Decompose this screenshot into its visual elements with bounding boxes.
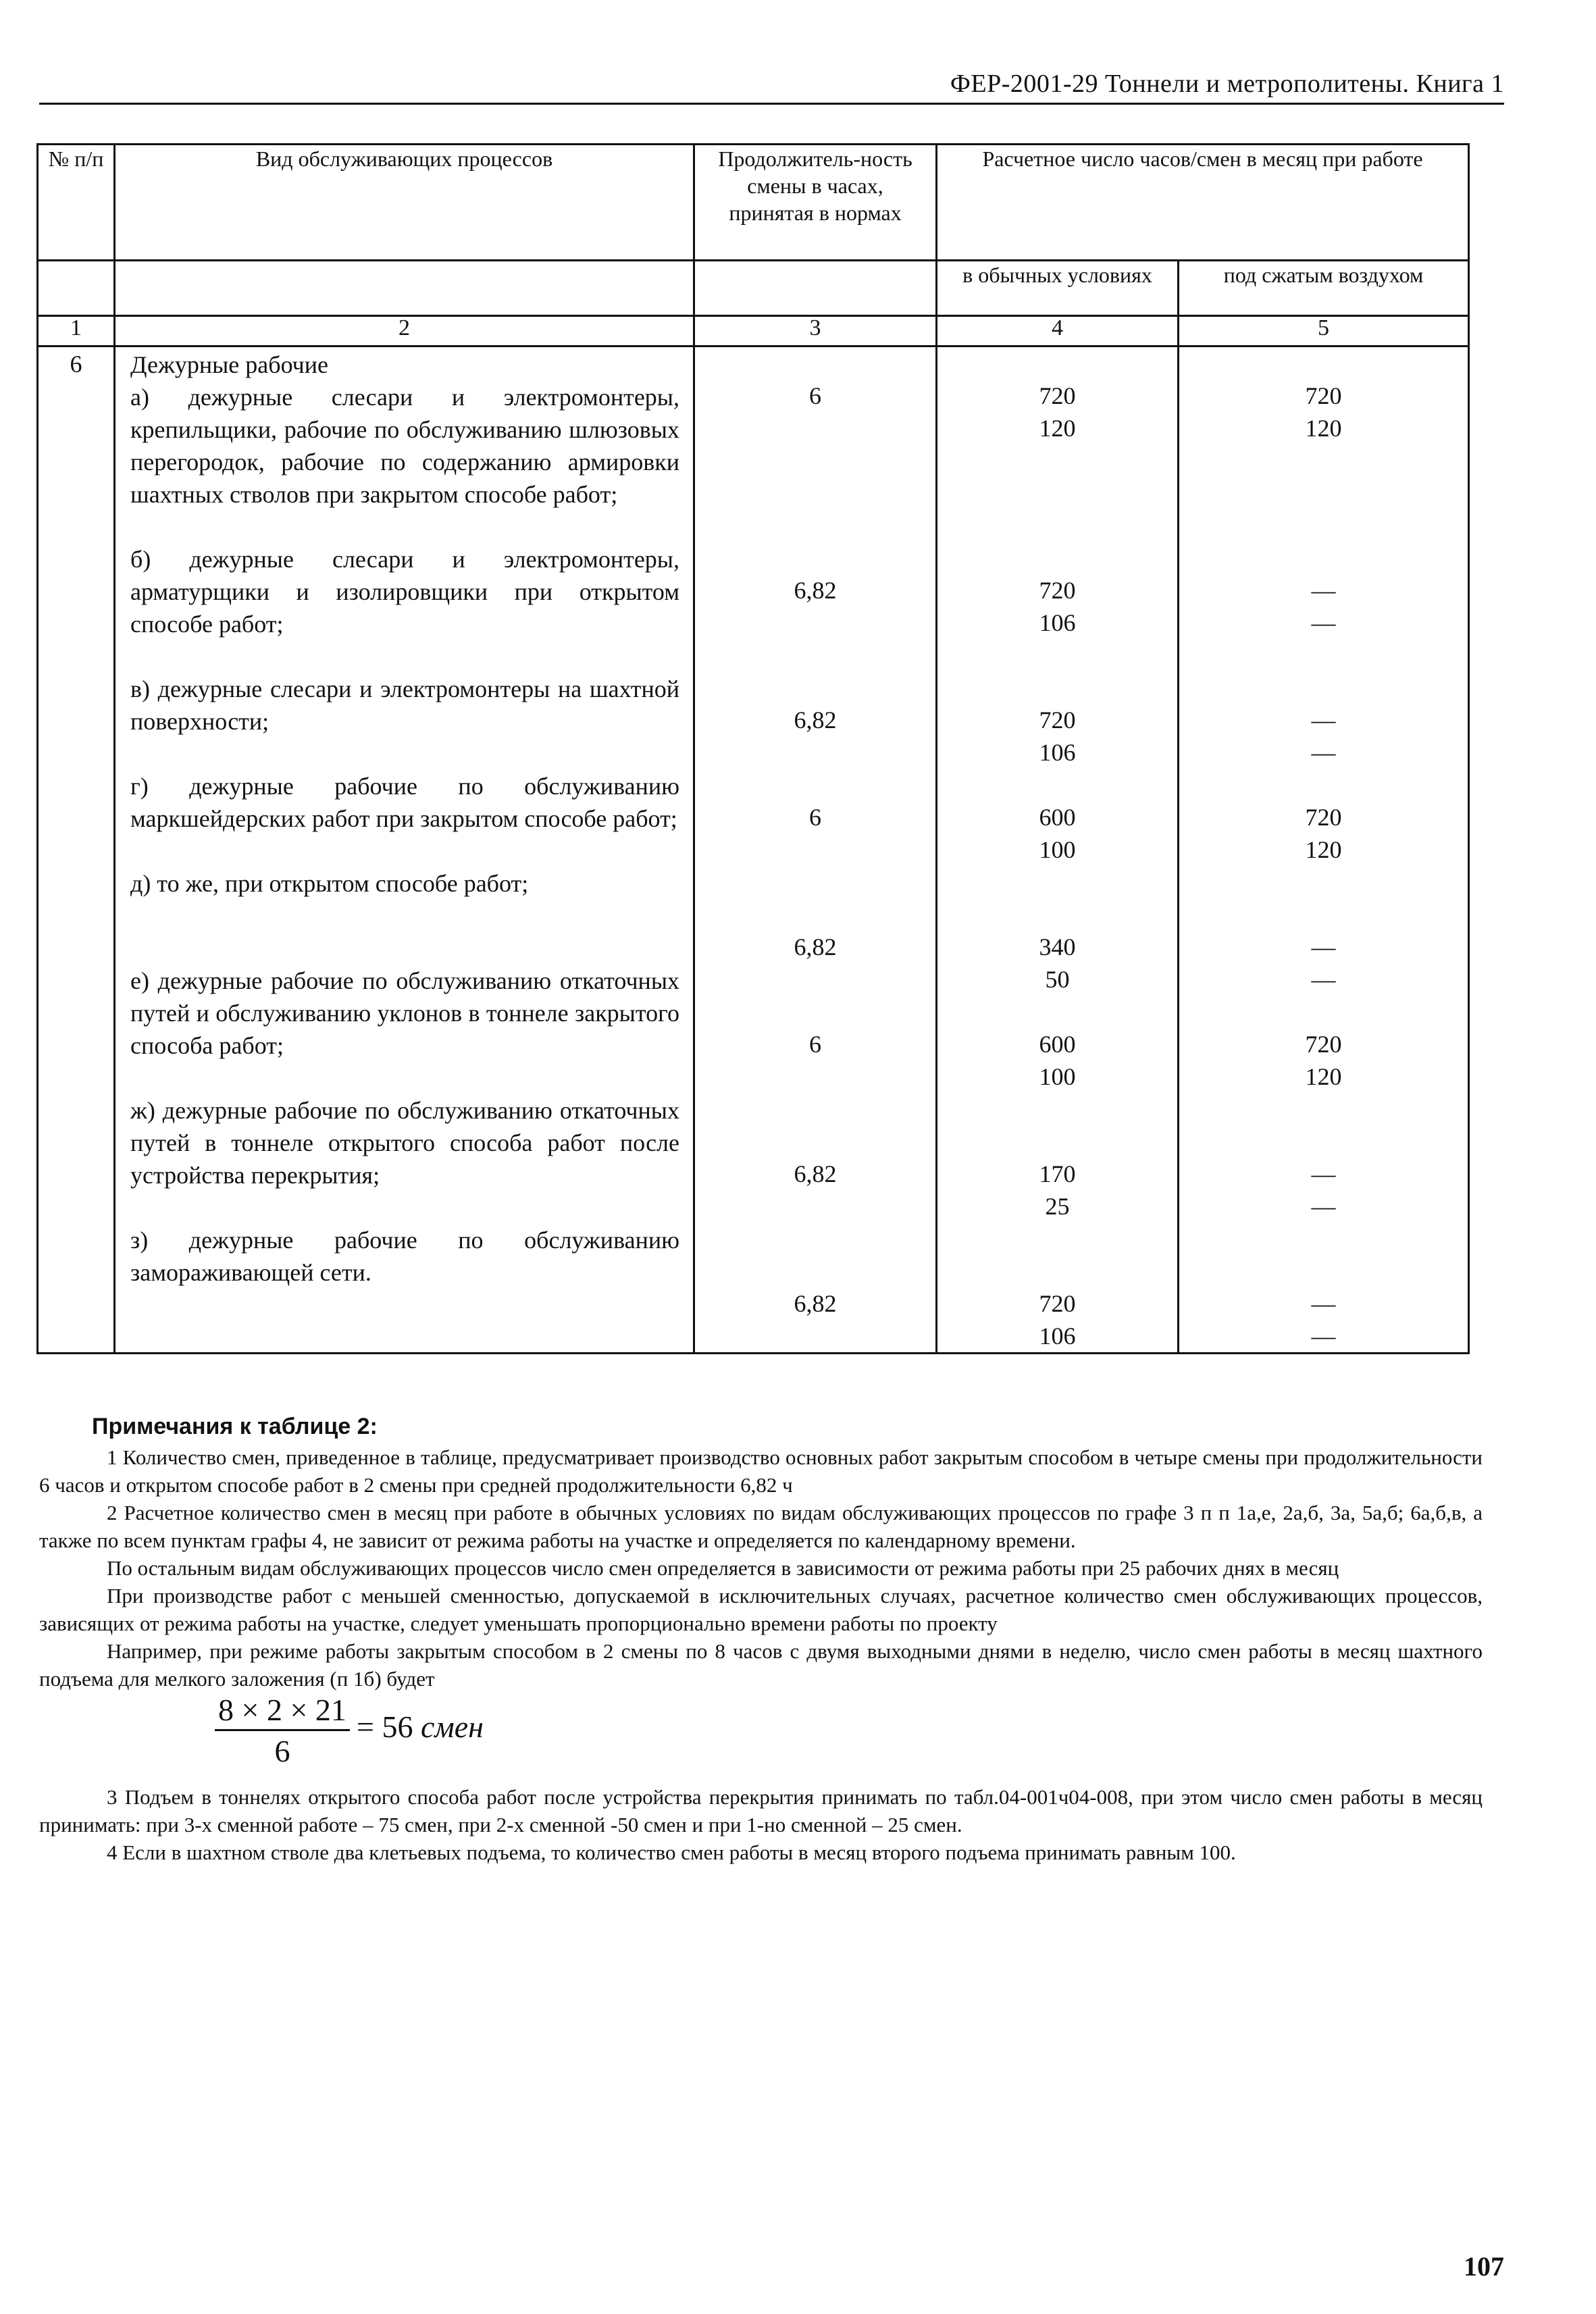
header-compressed-air: под сжатым воздухом — [1179, 261, 1469, 316]
header-empty-1 — [38, 261, 115, 316]
air-d-1: — — [1311, 933, 1336, 960]
entry-e: е) дежурные рабочие по обслуживанию откаточных путей и обслуживанию уклонов в тоннеле закрытого способа работ; — [130, 967, 679, 1059]
air-g-1: 720 — [1305, 804, 1342, 831]
normal-g-1: 600 — [1039, 804, 1076, 831]
normal-e-2: 100 — [1039, 1063, 1076, 1090]
normal-a-2: 120 — [1039, 415, 1076, 442]
duration-e: 6 — [809, 1031, 821, 1058]
air-v-1: — — [1311, 706, 1336, 734]
formula-denominator: 6 — [274, 1734, 290, 1768]
normal-v-2: 106 — [1039, 739, 1076, 766]
duration-d: 6,82 — [794, 933, 837, 960]
entry-b: б) дежурные слесари и электромонтеры, арматурщики и изолировщики при открытом способе работ; — [130, 546, 679, 638]
formula-result-value: = 56 — [357, 1709, 413, 1744]
duration-column — [694, 346, 937, 1354]
note-2: 2 Расчетное количество смен в месяц при работе в обычных условиях по видам обслуживающих процессов по графе 3 п п 1а,е, 2а,б, 3а, 5а,б; 6а,б,в, а также по всем пунктам графы 4, не зависит от режима работы на участке и определяется по календарному времени. — [39, 1501, 1483, 1552]
header-title: ФЕР-2001-29 Тоннели и метрополитены. Книга 1 — [950, 70, 1504, 98]
shift-formula — [39, 1693, 1483, 1780]
column-number-1: 1 — [38, 316, 115, 346]
entry-a: а) дежурные слесари и электромонтеры, крепильщики, рабочие по обслуживанию шлюзовых перегородок, рабочие по содержанию армировки шахтных стволов при закрытом способе работ; — [130, 384, 679, 508]
column-number-3: 3 — [694, 316, 937, 346]
normal-zh-2: 25 — [1045, 1193, 1070, 1220]
duration-z: 6,82 — [794, 1290, 837, 1317]
header-empty-2 — [115, 261, 694, 316]
column-number-4: 4 — [937, 316, 1179, 346]
note-2-reduced-shifts: При производстве работ с меньшей сменностью, допускаемой в исключительных случаях, расчетное количество смен обслуживающих процессов, зависящих от режима работы на участке, следует уменьшать пропорционально времени работы по проекту — [39, 1584, 1483, 1635]
header-normal-conditions: в обычных условиях — [937, 261, 1179, 316]
duration-a: 6 — [809, 382, 821, 409]
air-z-2: — — [1311, 1322, 1336, 1349]
normal-z-2: 106 — [1039, 1322, 1076, 1349]
service-hours-table — [36, 143, 1470, 1354]
air-g-2: 120 — [1305, 836, 1342, 863]
air-e-1: 720 — [1305, 1031, 1342, 1058]
duration-zh: 6,82 — [794, 1160, 837, 1187]
normal-conditions-column — [937, 346, 1179, 1354]
note-4: 4 Если в шахтном стволе два клетьевых подъема, то количество смен работы в месяц второго подъема принимать равным 100. — [107, 1841, 1236, 1864]
process-cell — [115, 346, 694, 1354]
row-title: Дежурные рабочие — [130, 351, 328, 378]
air-zh-1: — — [1311, 1160, 1336, 1187]
page-number: 107 — [1464, 2251, 1504, 2282]
header-monthly-hours: Расчетное число часов/смен в месяц при работе — [937, 145, 1469, 261]
duration-v: 6,82 — [794, 706, 837, 734]
normal-d-2: 50 — [1045, 966, 1070, 993]
normal-b-2: 106 — [1039, 609, 1076, 636]
air-a-1: 720 — [1305, 382, 1342, 409]
running-header — [39, 65, 1504, 105]
formula-result — [357, 1709, 484, 1744]
air-e-2: 120 — [1305, 1063, 1342, 1090]
normal-z-1: 720 — [1039, 1290, 1076, 1317]
air-v-2: — — [1311, 739, 1336, 766]
entry-z: з) дежурные рабочие по обслуживанию замораживающей сети. — [130, 1227, 679, 1286]
air-a-2: 120 — [1305, 415, 1342, 442]
normal-zh-1: 170 — [1039, 1160, 1076, 1187]
normal-a-1: 720 — [1039, 382, 1076, 409]
normal-b-1: 720 — [1039, 577, 1076, 604]
note-3: 3 Подъем в тоннелях открытого способа работ после устройства перекрытия принимать по табл.04-001ч04-008, при этом число смен работы в месяц принимать: при 3-х сменной работе – 75 смен, при 2-х сменной -50 смен и при 1-но сменной – 25 смен. — [39, 1785, 1483, 1836]
column-number-2: 2 — [115, 316, 694, 346]
entry-zh: ж) дежурные рабочие по обслуживанию откаточных путей в тоннеле открытого способа работ после устройства перекрытия; — [130, 1097, 679, 1189]
duration-b: 6,82 — [794, 577, 837, 604]
air-b-1: — — [1311, 577, 1336, 604]
normal-g-2: 100 — [1039, 836, 1076, 863]
notes-title: Примечания к таблице 2: — [92, 1414, 378, 1439]
header-process-type: Вид обслуживающих процессов — [115, 145, 694, 261]
formula-result-unit: смен — [420, 1709, 484, 1744]
compressed-air-column — [1179, 346, 1469, 1354]
header-empty-3 — [694, 261, 937, 316]
note-2-continued: По остальным видам обслуживающих процессов число смен определяется в зависимости от режима работы при 25 рабочих днях в месяц — [107, 1556, 1339, 1580]
formula-fraction — [215, 1693, 350, 1772]
header-row-number: № п/п — [38, 145, 115, 261]
air-d-2: — — [1311, 966, 1336, 993]
normal-v-1: 720 — [1039, 706, 1076, 734]
note-2-example: Например, при режиме работы закрытым способом в 2 смены по 8 часов с двумя выходными днями в неделю, число смен работы в месяц шахтного подъема для мелкого заложения (п 1б) будет — [39, 1639, 1483, 1691]
normal-d-1: 340 — [1039, 933, 1076, 960]
air-b-2: — — [1311, 609, 1336, 636]
column-number-5: 5 — [1179, 316, 1469, 346]
note-1: 1 Количество смен, приведенное в таблице, предусматривает производство основных работ закрытым способом в четыре смены при продолжительности 6 часов и открытом способе работ в 2 смены при средней продолжительности 6,82 ч — [39, 1445, 1483, 1497]
air-zh-2: — — [1311, 1193, 1336, 1220]
table-notes — [39, 1413, 1483, 1866]
normal-e-1: 600 — [1039, 1031, 1076, 1058]
entry-g: г) дежурные рабочие по обслуживанию маркшейдерских работ при закрытом способе работ; — [130, 773, 679, 832]
formula-numerator: 8 × 2 × 21 — [215, 1693, 350, 1731]
entry-v: в) дежурные слесари и электромонтеры на шахтной поверхности; — [130, 675, 679, 735]
duration-g: 6 — [809, 804, 821, 831]
row-number: 6 — [38, 346, 115, 1354]
header-shift-duration: Продолжитель-ность смены в часах, принятая в нормах — [694, 145, 937, 261]
entry-d: д) то же, при открытом способе работ; — [130, 870, 529, 897]
air-z-1: — — [1311, 1290, 1336, 1317]
